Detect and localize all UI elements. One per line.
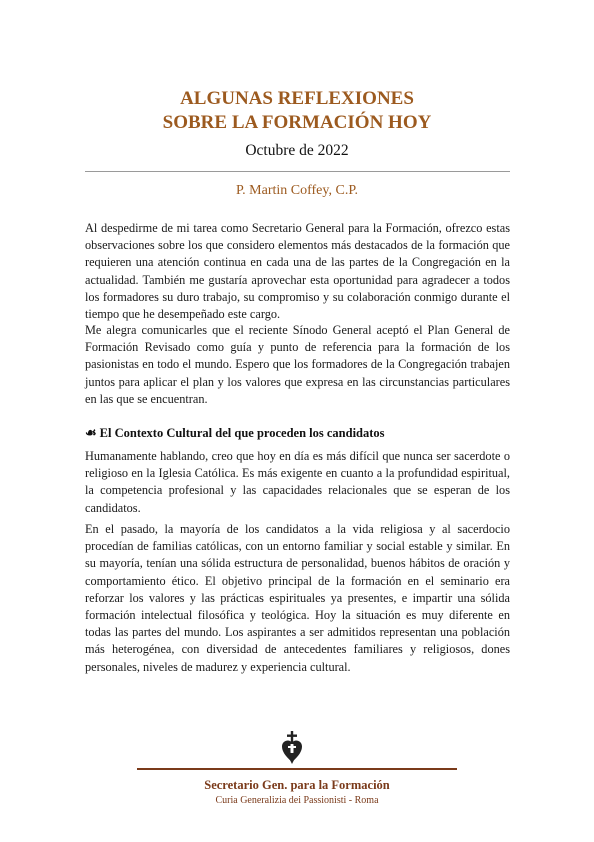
footer-title: Secretario Gen. para la Formación xyxy=(204,778,390,792)
header-divider xyxy=(85,171,510,172)
title-line-1: ALGUNAS REFLEXIONES xyxy=(180,88,414,109)
intro-paragraph-2: Me alegra comunicarles que el reciente Sínodo General aceptó el Plan General de Formación Revisado como guía y punto de referencia para la formación de los pasionistas en todo el mundo. Espero que los formadores de la Congregación trabajen juntos para aplicar el plan y los valores que expresa en las circunstancias particulares en las que se encuentran. xyxy=(85,323,510,406)
section-heading xyxy=(85,424,510,442)
section-paragraph-1: Humanamente hablando, creo que hoy en día es más difícil que nunca ser sacerdote o religioso en la Iglesia Católica. Es más exigente en cuanto a la profundidad espiritual, la competencia profesional y las capacidades relacionales que se esperan de los candidatos. xyxy=(85,449,510,515)
intro-paragraph-1: Al despedirme de mi tarea como Secretario General para la Formación, ofrezco estas observaciones sobre los que considero elementos más destacados de la formación que requieren una atención continua en cada una de las partes de la Congregación en la actualidad. También me gustaría aprovechar esta oportunidad para agradecer a todos los formadores su duro trabajo, su compromiso y su colaboración conmigo durante el tiempo que he desempeñado este cargo. xyxy=(85,221,510,322)
title-line-2: SOBRE LA FORMACIÓN HOY xyxy=(162,112,432,133)
footer-divider xyxy=(137,768,457,770)
section-paragraph-2: En el pasado, la mayoría de los candidatos a la vida religiosa y al sacerdocio procedían de familias católicas, con un entorno familiar y social estable y similar. En su mayoría, tenían una sólida estructura de personalidad, buenos hábitos de oración y comportamiento ético. El objetivo principal de la formación en el seminario era reforzar los valores y las prácticas espirituales ya presentes, e impartir una sólida formación intelectual filosófica y teológica. Hoy la situación es muy diferente en todas las partes del mundo. Los aspirantes a ser admitidos representan una población más heterogénea, con diversidad de antecedentes familiares y religiosos, dones personales, niveles de madurez y experiencia cultural. xyxy=(85,522,510,674)
author-name: P. Martin Coffey, C.P. xyxy=(235,183,359,198)
document-title xyxy=(0,87,594,135)
document-date: Octubre de 2022 xyxy=(245,142,349,159)
section-heading-text: El Contexto Cultural del que proceden los candidatos xyxy=(99,426,385,440)
footer-subtitle: Curia Generalizia dei Passionisti - Roma xyxy=(215,795,379,806)
passionist-heart-cross-icon xyxy=(281,731,303,765)
fleuron-icon: ☙ xyxy=(85,425,97,440)
